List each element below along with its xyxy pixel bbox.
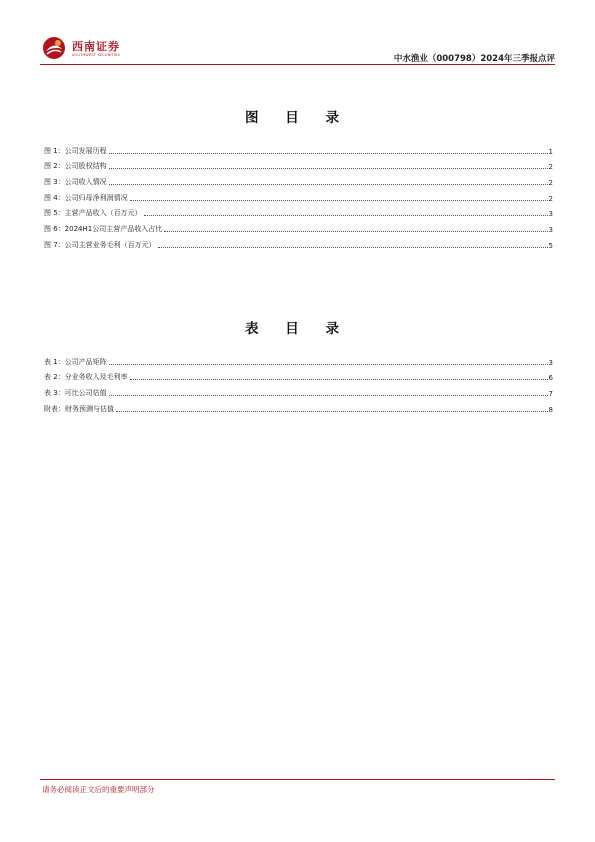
- toc-entry-page: 2: [548, 163, 553, 172]
- toc-dot-leader: [109, 364, 548, 365]
- company-logo: [42, 36, 162, 62]
- toc-dot-leader: [109, 153, 548, 154]
- toc-dot-leader: [144, 215, 548, 216]
- table-index-entry[interactable]: [44, 382, 553, 398]
- figure-index-entry[interactable]: [44, 203, 553, 219]
- figure-index-entry[interactable]: [44, 187, 553, 203]
- toc-entry-label: 图 4：公司归母净利润情况: [44, 193, 128, 202]
- logo-text: 西南证券: [72, 40, 120, 53]
- figures-index-list: [44, 140, 553, 250]
- toc-dot-leader: [130, 379, 548, 380]
- table-index-entry[interactable]: [44, 367, 553, 383]
- toc-entry-label: 图 2：公司股权结构: [44, 162, 107, 171]
- toc-entry-label: 图 3：公司收入情况: [44, 178, 107, 187]
- logo-subtext: SOUTHWEST SECURITIES: [72, 53, 120, 57]
- toc-dot-leader: [109, 184, 548, 185]
- tables-index-list: [44, 351, 553, 414]
- figure-index-entry[interactable]: [44, 156, 553, 172]
- logo-icon: [42, 36, 66, 60]
- toc-entry-label: 表 3：可比公司估值: [44, 389, 107, 398]
- toc-dot-leader: [109, 168, 548, 169]
- report-title: 中水渔业（000798）2024年三季报点评: [393, 54, 555, 64]
- figures-index-title: 图 目 录: [245, 110, 350, 126]
- toc-entry-label: 表 2：分业务收入及毛利率: [44, 373, 128, 382]
- figure-index-entry[interactable]: [44, 218, 553, 234]
- toc-entry-label: 图 7：公司主营业务毛利（百万元）: [44, 240, 156, 249]
- footer-divider: [40, 779, 555, 780]
- figure-index-entry[interactable]: [44, 171, 553, 187]
- toc-entry-page: 7: [548, 390, 553, 399]
- toc-entry-page: 6: [548, 374, 553, 383]
- toc-entry-label: 表 1：公司产品矩阵: [44, 357, 107, 366]
- toc-entry-page: 5: [548, 241, 553, 250]
- table-index-entry[interactable]: [44, 351, 553, 367]
- toc-entry-label: 图 1：公司发展历程: [44, 146, 107, 155]
- toc-entry-page: 3: [548, 226, 553, 235]
- toc-entry-page: 2: [548, 179, 553, 188]
- toc-entry-page: 8: [548, 405, 553, 414]
- toc-entry-page: 3: [548, 210, 553, 219]
- header-divider: [40, 64, 555, 65]
- toc-entry-page: 3: [548, 358, 553, 367]
- toc-entry-page: 2: [548, 194, 553, 203]
- figure-index-entry[interactable]: [44, 140, 553, 156]
- toc-entry-label: 附表：财务预测与估值: [44, 404, 114, 413]
- table-index-entry[interactable]: [44, 398, 553, 414]
- toc-entry-page: 1: [548, 147, 553, 156]
- toc-dot-leader: [109, 395, 548, 396]
- toc-dot-leader: [158, 247, 548, 248]
- figure-index-entry[interactable]: [44, 234, 553, 250]
- toc-dot-leader: [164, 231, 547, 232]
- toc-entry-label: 图 6：2024H1公司主营产品收入占比: [44, 225, 163, 234]
- toc-entry-label: 图 5：主营产品收入（百万元）: [44, 209, 142, 218]
- page-header: [40, 34, 555, 64]
- footer-disclaimer: 请务必阅读正文后的重要声明部分: [42, 785, 155, 794]
- toc-dot-leader: [130, 200, 548, 201]
- toc-dot-leader: [116, 411, 548, 412]
- tables-index-title: 表 目 录: [245, 321, 350, 337]
